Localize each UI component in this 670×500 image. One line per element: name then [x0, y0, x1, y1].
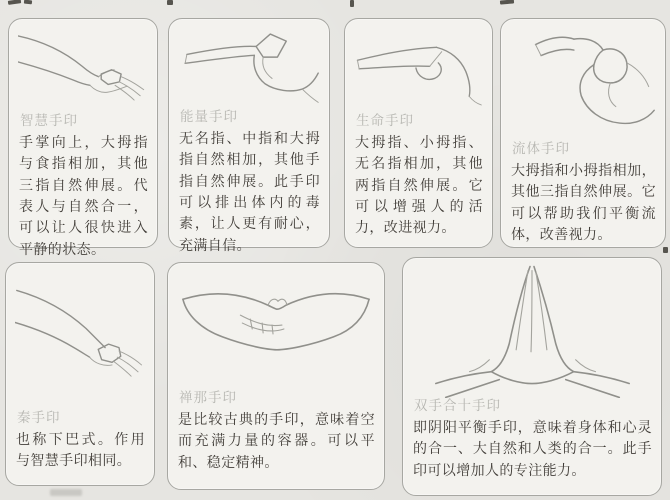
mudra-title: 双手合十手印 [414, 398, 501, 413]
mudra-description: 大拇指、小拇指、无名指相加，其他两指自然伸展。它可以增强人的活力，改进视力。 [355, 136, 483, 237]
mudra-title: 禅那手印 [179, 390, 237, 405]
scan-artifact [663, 247, 668, 253]
mudra-title: 秦手印 [17, 410, 61, 425]
scan-artifact [24, 0, 32, 4]
mudra-card-dhyana [167, 262, 385, 490]
mudra-description: 大拇指和小拇指相加，其他三指自然伸展。它可以帮助我们平衡流体，改善视力。 [511, 164, 656, 243]
chin-mudra-hand-icon [15, 267, 145, 410]
scan-artifact [500, 0, 514, 5]
mudra-card-wisdom [8, 18, 158, 258]
scan-artifact [167, 0, 173, 5]
fluid-mudra-hand-icon [510, 23, 656, 141]
scan-artifact [8, 0, 21, 5]
mudra-title: 流体手印 [512, 141, 570, 156]
dhyana-mudra-hands-icon [177, 267, 375, 390]
mudra-title: 智慧手印 [20, 113, 78, 128]
mudra-card-anjali [402, 257, 662, 496]
mudra-description: 即阴阳平衡手印，意味着身体和心灵的合一、大自然和人类的合一。此手印可以增加人的专注能力。 [413, 421, 652, 479]
mudra-description: 是比较古典的手印，意味着空而充满力量的容器。可以平和、稳定精神。 [178, 413, 375, 471]
mudra-card-life [344, 18, 493, 248]
mudra-title: 生命手印 [356, 113, 414, 128]
wisdom-mudra-hand-icon [18, 23, 148, 113]
scan-artifact [350, 0, 354, 7]
mudra-description: 也称下巴式。作用与智慧手印相同。 [16, 433, 145, 470]
mudra-description: 手掌向上，大拇指与食指相加，其他三指自然伸展。代表人与自然合一，可以让人很快进入平静的状态。 [19, 136, 148, 258]
mudra-description: 无名指、中指和大拇指自然相加，其他手指自然伸展。此手印可以排出体内的毒素，让人更有耐心，充满自信。 [179, 132, 320, 254]
mudra-card-fluid [500, 18, 666, 248]
mudra-card-chin [5, 262, 155, 486]
life-mudra-hand-icon [354, 23, 483, 113]
mudra-title: 能量手印 [180, 109, 238, 124]
energy-mudra-hand-icon [178, 23, 320, 109]
mudra-card-energy [168, 18, 330, 254]
scan-smudge [50, 489, 82, 496]
anjali-mudra-praying-hands-icon [412, 262, 652, 398]
